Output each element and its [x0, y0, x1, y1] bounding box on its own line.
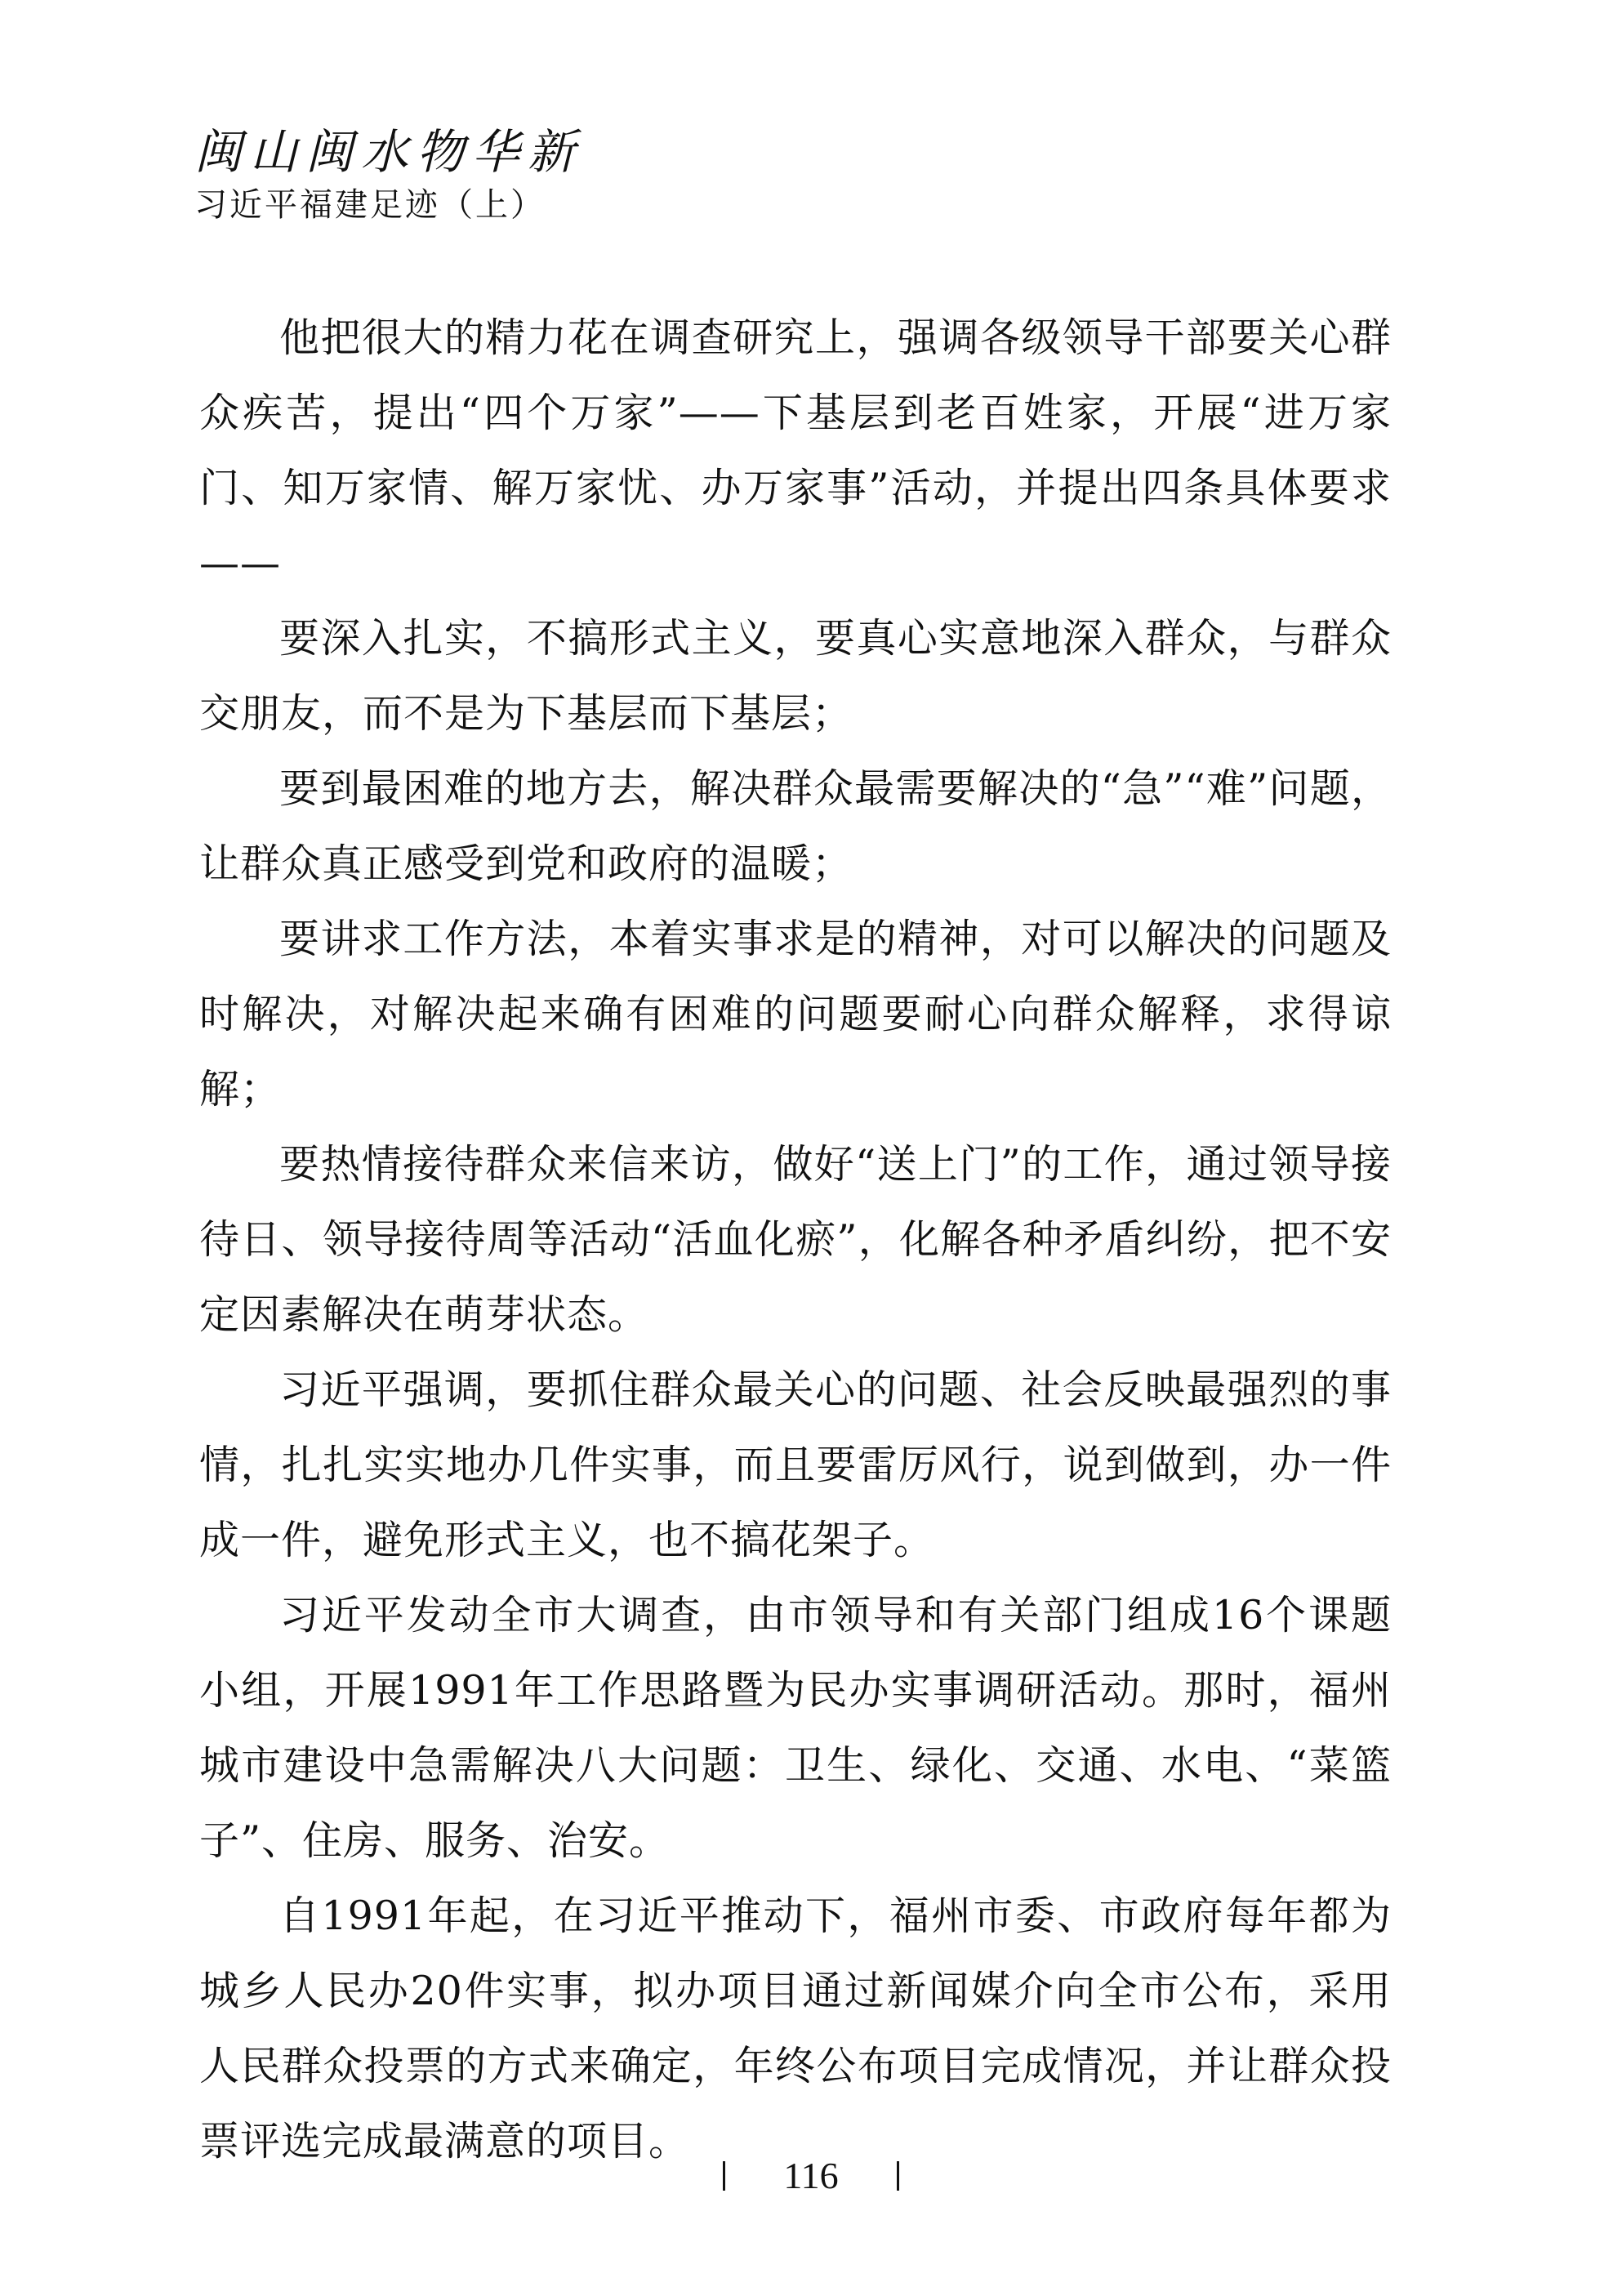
- running-header: [194, 123, 766, 229]
- folio-right-bar: [897, 2161, 899, 2191]
- book-title: 闽山闽水物华新: [194, 124, 584, 180]
- paragraph: 自1991年起，在习近平推动下，福州市委、市政府每年都为城乡人民办20件实事，拟办项目通过新闻媒介向全市公布，采用人民群众投票的方式来确定，年终公布项目完成情况，并让群众投票评选完成最满意的项目。: [199, 1893, 1392, 2164]
- page-footer: [0, 2148, 1622, 2200]
- paragraph: 要深入扎实，不搞形式主义，要真心实意地深入群众，与群众交朋友，而不是为下基层而下基层；: [199, 615, 1392, 737]
- book-subtitle: 习近平福建足迹（上）: [194, 186, 546, 224]
- page-number: 116: [783, 2155, 839, 2197]
- folio-left-bar: [723, 2161, 725, 2191]
- paragraph: 要热情接待群众来信来访，做好“送上门”的工作，通过领导接待日、领导接待周等活动“活血化瘀”，化解各种矛盾纠纷，把不安定因素解决在萌芽状态。: [199, 1141, 1392, 1338]
- paragraph: 习近平强调，要抓住群众最关心的问题、社会反映最强烈的事情，扎扎实实地办几件实事，而且要雷厉风行，说到做到，办一件成一件，避免形式主义，也不搞花架子。: [199, 1366, 1392, 1563]
- paragraph: 他把很大的精力花在调查研究上，强调各级领导干部要关心群众疾苦，提出“四个万家”——下基层到老百姓家，开展“进万家门、知万家情、解万家忧、办万家事”活动，并提出四条具体要求——: [199, 314, 1392, 586]
- paragraph: 要到最困难的地方去，解决群众最需要解决的“急”“难”问题，让群众真正感受到党和政府的温暖；: [199, 765, 1392, 887]
- paragraph: 习近平发动全市大调查，由市领导和有关部门组成16个课题小组，开展1991年工作思路暨为民办实事调研活动。那时，福州城市建设中急需解决八大问题：卫生、绿化、交通、水电、“菜篮子”、住房、服务、治安。: [199, 1592, 1392, 1864]
- body-text: [199, 301, 1392, 2179]
- paragraph: 要讲求工作方法，本着实事求是的精神，对可以解决的问题及时解决，对解决起来确有困难的问题要耐心向群众解释，求得谅解；: [199, 916, 1392, 1112]
